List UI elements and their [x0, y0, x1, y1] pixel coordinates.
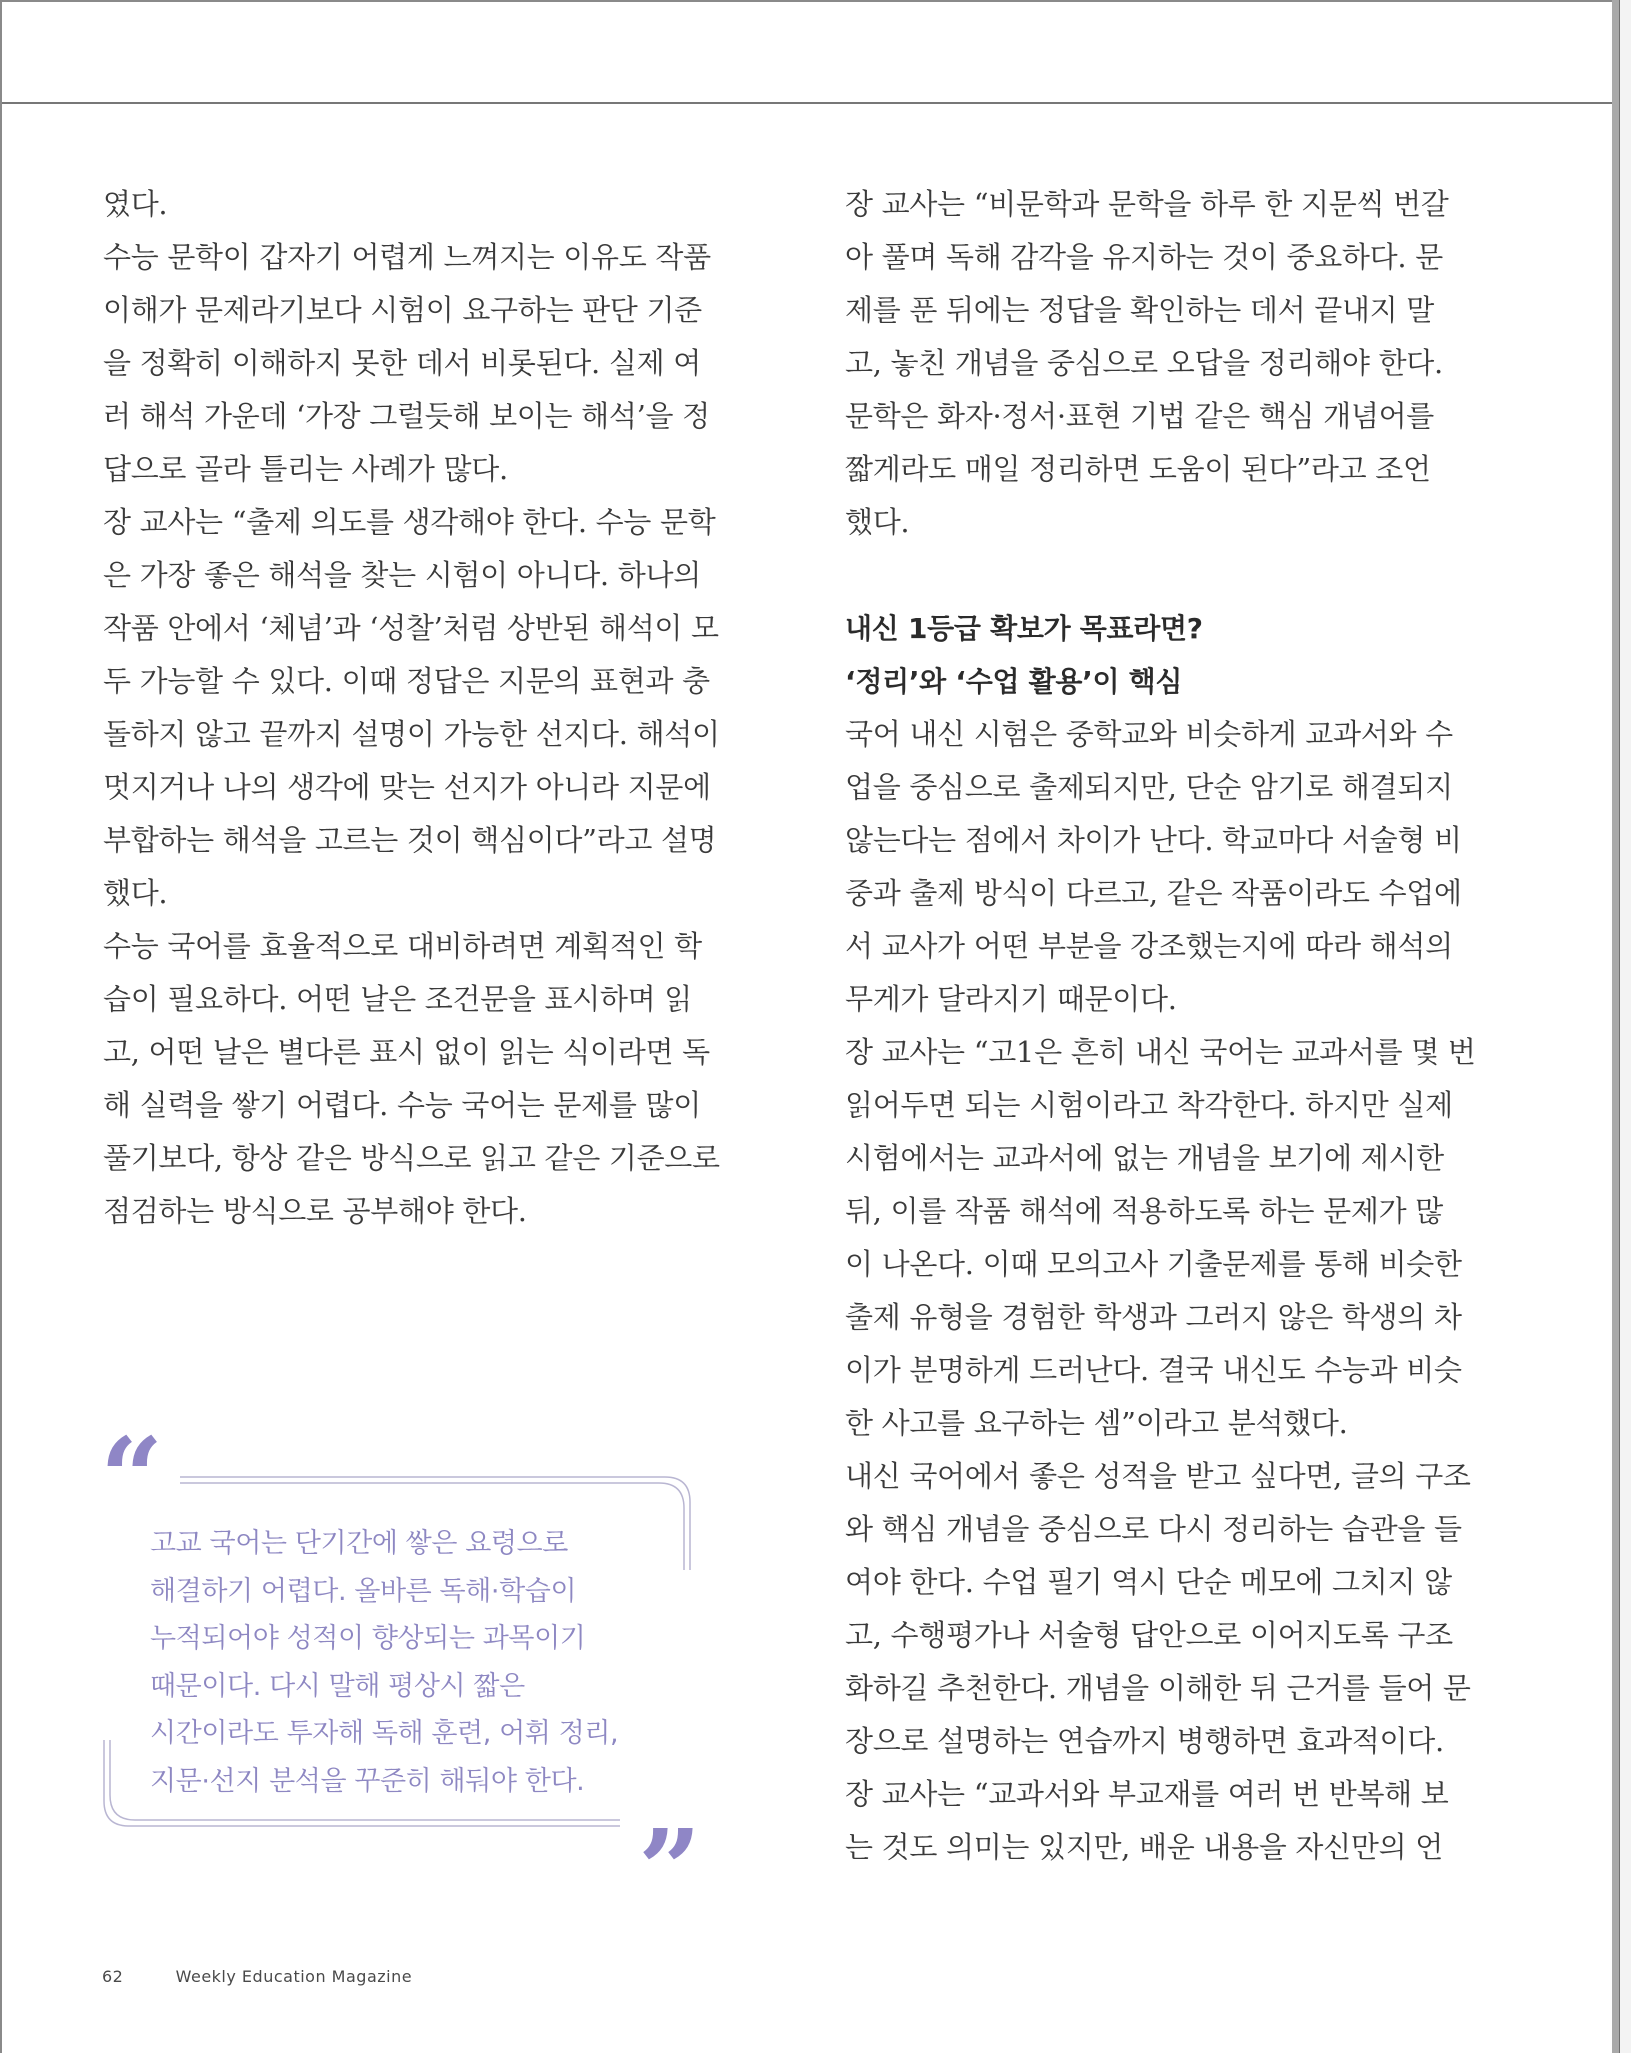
magazine-name: Weekly Education Magazine [175, 1967, 413, 1986]
header-rule [2, 102, 1614, 104]
page-edge [1619, 0, 1631, 2053]
text-line: 이 나온다. 이때 모의고사 기출문제를 통해 비슷한 [845, 1247, 1462, 1281]
text-line: 지문·선지 분석을 꾸준히 해둬야 한다. [150, 1765, 585, 1797]
text-line: 는 것도 의미는 있지만, 배운 내용을 자신만의 언 [845, 1830, 1443, 1864]
text-line: 무게가 달라지기 때문이다. [845, 982, 1177, 1016]
text-line: 않는다는 점에서 차이가 난다. 학교마다 서술형 비 [845, 823, 1462, 857]
close-quote-mark-icon: ” [638, 1805, 702, 1934]
text-line: 업을 중심으로 출제되지만, 단순 암기로 해결되지 [845, 770, 1453, 804]
text-line: 한 사고를 요구하는 셈”이라고 분석했다. [845, 1406, 1348, 1440]
quote-text [150, 1520, 618, 1805]
text-line: 고교 국어는 단기간에 쌓은 요령으로 [150, 1528, 568, 1559]
text-line: 고, 어떤 날은 별다른 표시 없이 읽는 식이라면 독 [103, 1035, 710, 1069]
left-column [103, 178, 720, 1238]
open-quote-mark-icon: “ [100, 1413, 164, 1542]
text-line: 국어 내신 시험은 중학교와 비슷하게 교과서와 수 [845, 717, 1453, 751]
text-line: 문학은 화자·정서·표현 기법 같은 핵심 개념어를 [845, 399, 1434, 433]
text-line: 내신 국어에서 좋은 성적을 받고 싶다면, 글의 구조 [845, 1459, 1471, 1493]
text-line: 시간이라도 투자해 독해 훈련, 어휘 정리, [150, 1718, 619, 1749]
text-line: 아 풀며 독해 감각을 유지하는 것이 중요하다. 문 [845, 240, 1443, 274]
text-line: 해 실력을 쌓기 어렵다. 수능 국어는 문제를 많이 [103, 1088, 701, 1122]
text-line: 장 교사는 “교과서와 부교재를 여러 번 반복해 보 [845, 1777, 1449, 1811]
text-line: 이해가 문제라기보다 시험이 요구하는 판단 기준 [103, 293, 702, 327]
text-line: 뒤, 이를 작품 해석에 적용하도록 하는 문제가 많 [845, 1194, 1443, 1228]
section-subheading: ‘정리’와 ‘수업 활용’이 핵심 [845, 665, 1183, 698]
text-line: 점검하는 방식으로 공부해야 한다. [103, 1194, 527, 1228]
text-line: 장 교사는 “비문학과 문학을 하루 한 지문씩 번갈 [845, 187, 1449, 221]
right-column [845, 178, 1476, 1874]
text-line: 이가 분명하게 드러난다. 결국 내신도 수능과 비슷 [845, 1353, 1462, 1387]
text-line: 중과 출제 방식이 다르고, 같은 작품이라도 수업에 [845, 876, 1462, 910]
page-number: 62 [102, 1967, 124, 1986]
page-spine [1612, 0, 1619, 2053]
text-line: 장으로 설명하는 연습까지 병행하면 효과적이다. [845, 1724, 1444, 1758]
text-line: 답으로 골라 틀리는 사례가 많다. [103, 452, 508, 486]
text-line: 서 교사가 어떤 부분을 강조했는지에 따라 해석의 [845, 929, 1453, 963]
text-line: 은 가장 좋은 해석을 찾는 시험이 아니다. 하나의 [103, 558, 701, 592]
text-line: 멋지거나 나의 생각에 맞는 선지가 아니라 지문에 [103, 770, 711, 804]
text-line: 읽어두면 되는 시험이라고 착각한다. 하지만 실제 [845, 1088, 1453, 1122]
text-line: 두 가능할 수 있다. 이때 정답은 지문의 표현과 충 [103, 664, 710, 698]
text-line: 때문이다. 다시 말해 평상시 짧은 [150, 1670, 525, 1702]
text-line: 여야 한다. 수업 필기 역시 단순 메모에 그치지 않 [845, 1565, 1452, 1599]
page-border-left [0, 0, 2, 2053]
section-subheading: 내신 1등급 확보가 목표라면? [845, 612, 1203, 645]
page-border-top [0, 0, 1631, 2]
text-line: 시험에서는 교과서에 없는 개념을 보기에 제시한 [845, 1141, 1444, 1175]
page-footer [102, 1967, 412, 1986]
text-line: 부합하는 해석을 고르는 것이 핵심이다”라고 설명 [103, 823, 717, 857]
text-line: 짧게라도 매일 정리하면 도움이 된다”라고 조언 [845, 452, 1431, 486]
text-line: 제를 푼 뒤에는 정답을 확인하는 데서 끝내지 말 [845, 293, 1434, 327]
text-line: 러 해석 가운데 ‘가장 그럴듯해 보이는 해석’을 정 [103, 399, 710, 433]
text-line: 했다. [845, 505, 910, 539]
text-line: 해결하기 어렵다. 올바른 독해·학습이 [150, 1575, 577, 1607]
text-line: 돌하지 않고 끝까지 설명이 가능한 선지다. 해석이 [103, 717, 720, 751]
text-line: 출제 유형을 경험한 학생과 그러지 않은 학생의 차 [845, 1300, 1462, 1334]
text-line: 고, 수행평가나 서술형 답안으로 이어지도록 구조 [845, 1618, 1453, 1652]
section-gap [845, 549, 1445, 602]
text-line: 장 교사는 “고1은 흔히 내신 국어는 교과서를 몇 번 [845, 1035, 1476, 1069]
text-line: 였다. [103, 187, 168, 221]
text-line: 수능 국어를 효율적으로 대비하려면 계획적인 학 [103, 929, 702, 963]
text-line: 풀기보다, 항상 같은 방식으로 읽고 같은 기준으로 [103, 1141, 720, 1175]
text-line: 와 핵심 개념을 중심으로 다시 정리하는 습관을 들 [845, 1512, 1462, 1546]
text-line: 수능 문학이 갑자기 어렵게 느껴지는 이유도 작품 [103, 240, 711, 274]
text-line: 습이 필요하다. 어떤 날은 조건문을 표시하며 읽 [103, 982, 692, 1016]
pull-quote [100, 1413, 705, 1934]
text-line: 작품 안에서 ‘체념’과 ‘성찰’처럼 상반된 해석이 모 [103, 611, 719, 645]
text-line: 고, 놓친 개념을 중심으로 오답을 정리해야 한다. [845, 346, 1443, 380]
text-line: 을 정확히 이해하지 못한 데서 비롯된다. 실제 여 [103, 346, 701, 380]
text-line: 했다. [103, 876, 168, 910]
text-line: 화하길 추천한다. 개념을 이해한 뒤 근거를 들어 문 [845, 1671, 1471, 1705]
text-line: 장 교사는 “출제 의도를 생각해야 한다. 수능 문학 [103, 505, 716, 539]
text-line: 누적되어야 성적이 향상되는 과목이기 [150, 1623, 586, 1654]
